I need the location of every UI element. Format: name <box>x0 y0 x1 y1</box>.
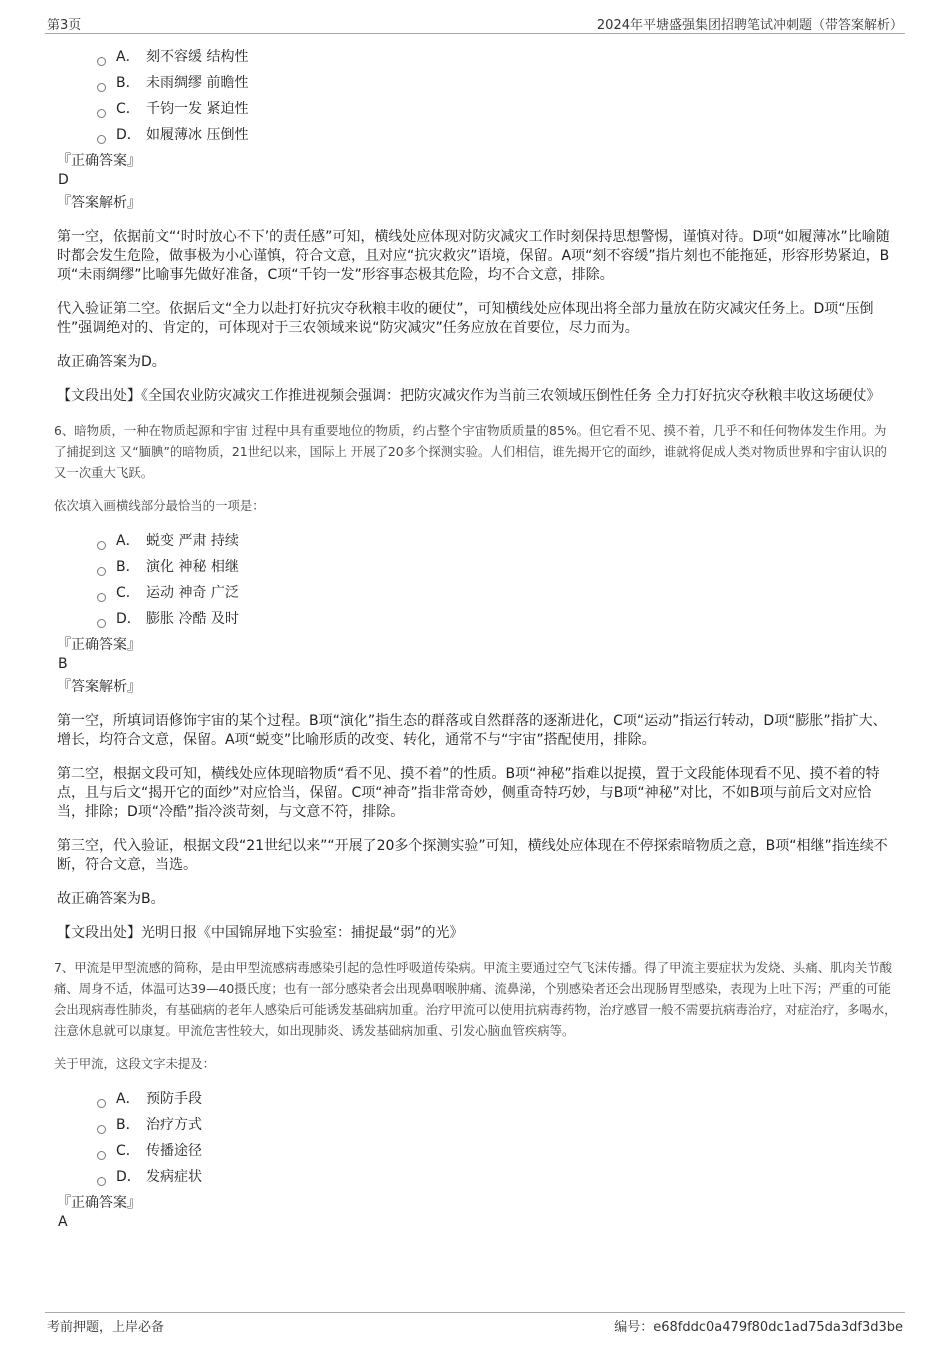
q5-analysis-2: 代入验证第二空。依据后文“全力以赴打好抗灾夺秋粮丰收的硬仗”，可知横线处应体现出将全部力量放在防灾减灾任务上。D项“压倒性”强调绝对的、肯定的，可体现对于三农领域来说“防灾减灾”任务应放在首要位，尽力而为。 <box>57 301 874 336</box>
radio-icon[interactable] <box>97 1177 106 1186</box>
document-title: 2024年平塘盛强集团招聘笔试冲刺题（带答案解析） <box>596 18 903 33</box>
q6-option-c[interactable]: C． 运动 神奇 广泛 <box>97 580 897 606</box>
q5-answer: D <box>58 172 69 188</box>
q5-option-c[interactable]: C． 千钧一发 紧迫性 <box>97 96 897 122</box>
radio-icon[interactable] <box>97 1099 106 1108</box>
q6-option-b[interactable]: B． 演化 神秘 相继 <box>97 554 897 580</box>
radio-icon[interactable] <box>97 619 106 628</box>
q6-source: 【文段出处】光明日报《中国锦屏地下实验室：捕捉最“弱”的光》 <box>57 925 464 941</box>
radio-icon[interactable] <box>97 1151 106 1160</box>
q5-option-b[interactable]: B． 未雨绸缪 前瞻性 <box>97 70 897 96</box>
q6-analysis-4: 故正确答案为B。 <box>57 891 165 907</box>
q6-analysis-label: 『答案解析』 <box>57 679 141 695</box>
radio-icon[interactable] <box>97 1125 106 1134</box>
q6-text: 6、暗物质，一种在物质起源和宇宙 过程中具有重要地位的物质，约占整个宇宙物质质量的85%。但它看不见、摸不着，几乎不和任何物体发生作用。为了捕捉到这 又“腼腆”的暗物质，21世纪以来，国际上 开展了20多个探测实验。人们相信，谁先揭开它的面纱，谁就将促成人类对物质世界和宇宙认识的又一次重大飞跃。 <box>54 423 887 480</box>
q7-option-b[interactable]: B． 治疗方式 <box>97 1112 897 1138</box>
q6-option-a[interactable]: A． 蜕变 严肃 持续 <box>97 528 897 554</box>
q5-analysis-3: 故正确答案为D。 <box>57 354 166 370</box>
radio-icon[interactable] <box>97 541 106 550</box>
q7-option-d[interactable]: D． 发病症状 <box>97 1164 897 1190</box>
document-id: 编号：e68fddc0a479f80dc1ad75da3df3d3be <box>614 1320 903 1335</box>
q7-prompt: 关于甲流，这段文字未提及： <box>54 1056 216 1071</box>
radio-icon[interactable] <box>97 109 106 118</box>
page-header <box>45 12 905 34</box>
q7-answer-label: 『正确答案』 <box>57 1195 141 1211</box>
q5-answer-label: 『正确答案』 <box>57 153 141 169</box>
radio-icon[interactable] <box>97 83 106 92</box>
radio-icon[interactable] <box>97 57 106 66</box>
q5-analysis-label: 『答案解析』 <box>57 195 141 211</box>
radio-icon[interactable] <box>97 593 106 602</box>
page-number: 第3页 <box>47 18 82 33</box>
q7-option-c[interactable]: C． 传播途径 <box>97 1138 897 1164</box>
q7-option-a[interactable]: A． 预防手段 <box>97 1086 897 1112</box>
footer-slogan: 考前押题，上岸必备 <box>47 1320 165 1335</box>
q7-text: 7、甲流是甲型流感的简称，是由甲型流感病毒感染引起的急性呼吸道传染病。甲流主要通过空气飞沫传播。得了甲流主要症状为发烧、头痛、肌肉关节酸痛、周身不适，体温可达39—40摄氏度；也有一部分感染者会出现鼻咽喉肿痛、流鼻涕，个别感染者还会出现肠胃型感染，表现为上吐下泻；严重的可能会出现病毒性肺炎，有基础病的老年人感染后可能诱发基础病加重。治疗甲流可以使用抗病毒药物，治疗感冒一般不需要抗病毒治疗，对症治疗，多喝水，注意休息就可以康复。甲流危害性较大，如出现肺炎、诱发基础病加重、引发心脑血管疾病等。 <box>54 960 897 1038</box>
q7-options <box>97 1086 897 1190</box>
q5-option-a[interactable]: A． 刻不容缓 结构性 <box>97 44 897 70</box>
q6-answer-label: 『正确答案』 <box>57 637 141 653</box>
q5-analysis-1: 第一空，依据前文“‘时时放心不下’的责任感”可知，横线处应体现对防灾减灾工作时刻保持思想警惕，谨慎对待。D项“如履薄冰”比喻随时都会发生危险，做事极为小心谨慎，符合文意，且对应“抗灾救灾”语境，保留。A项“刻不容缓”指片刻也不能拖延，形容形势紧迫，B项“未雨绸缪”比喻事先做好准备，C项“千钧一发”形容事态极其危险，均不合文意，排除。 <box>57 229 890 283</box>
document-body <box>54 44 897 1232</box>
q6-option-d[interactable]: D． 膨胀 冷酷 及时 <box>97 606 897 632</box>
q6-options <box>97 528 897 632</box>
q6-answer: B <box>58 656 68 672</box>
radio-icon[interactable] <box>97 567 106 576</box>
q5-source: 【文段出处】《全国农业防灾减灾工作推进视频会强调：把防灾减灾作为当前三农领域压倒性任务 全力打好抗灾夺秋粮丰收这场硬仗》 <box>57 388 881 404</box>
q5-options <box>97 44 897 148</box>
q6-analysis-1: 第一空，所填词语修饰宇宙的某个过程。B项“演化”指生态的群落或自然群落的逐渐进化，C项“运动”指运行转动，D项“膨胀”指扩大、增长，均符合文意，保留。A项“蜕变”比喻形质的改变、转化，通常不与“宇宙”搭配使用，排除。 <box>57 713 887 748</box>
q6-analysis-2: 第二空，根据文段可知，横线处应体现暗物质“看不见、摸不着”的性质。B项“神秘”指难以捉摸，置于文段能体现看不见、摸不着的特点，且与后文“揭开它的面纱”对应恰当，保留。C项“神奇”指非常奇妙，侧重奇特巧妙，与B项“神秘”对比，不如B项与前后文对应恰当，排除；D项“冷酷”指冷淡苛刻，与文意不符，排除。 <box>57 766 880 820</box>
radio-icon[interactable] <box>97 135 106 144</box>
q6-prompt: 依次填入画横线部分最恰当的一项是： <box>54 498 265 513</box>
page-footer <box>45 1312 905 1336</box>
q7-answer: A <box>58 1214 68 1230</box>
q5-option-d[interactable]: D． 如履薄冰 压倒性 <box>97 122 897 148</box>
q6-analysis-3: 第三空，代入验证，根据文段“21世纪以来”“开展了20多个探测实验”可知，横线处应体现在不停探索暗物质之意，B项“相继”指连续不断，符合文意，当选。 <box>57 838 888 873</box>
